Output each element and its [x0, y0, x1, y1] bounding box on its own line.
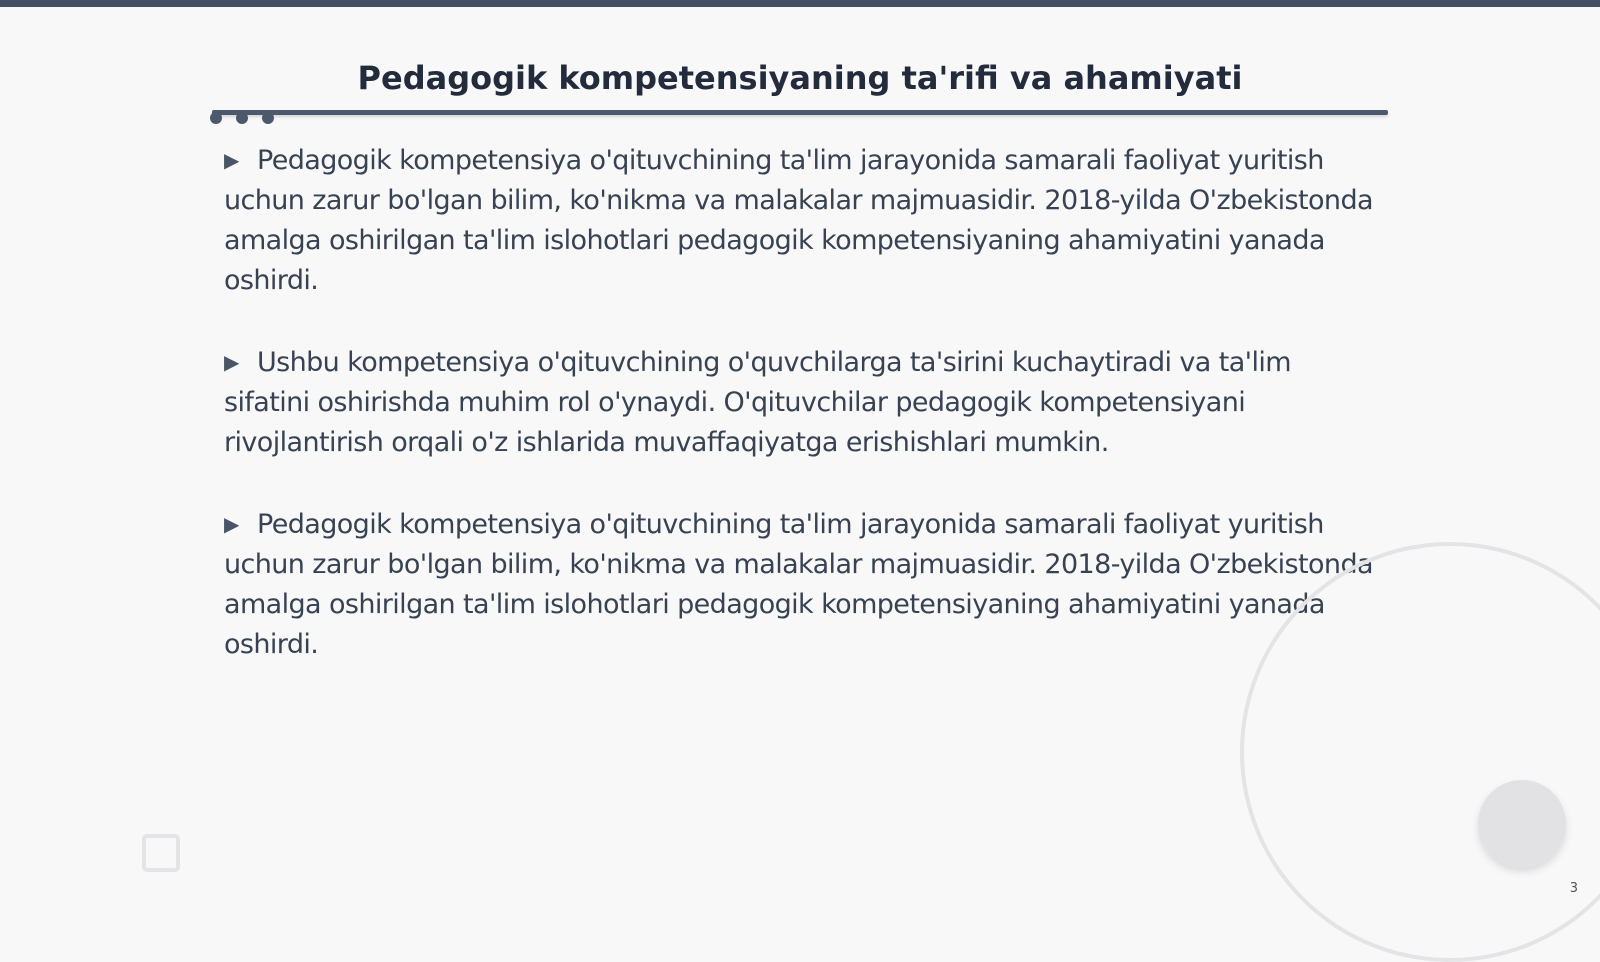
decorative-circle [1478, 780, 1566, 868]
top-accent-bar [0, 0, 1600, 7]
slide-title: Pedagogik kompetensiyaning ta'rifi va ahamiyati [357, 59, 1243, 97]
bullet-list [224, 140, 1374, 706]
bullet-text: Pedagogik kompetensiya o'qituvchining ta'lim jarayonida samarali faoliyat yuritish uchun zarur bo'lgan bilim, ko'nikma va malakalar majmuasidir. 2018-yilda O'zbekistonda amalga oshirilgan ta'lim islohotlari pedagogik kompetensiyaning ahamiyatini yanada oshirdi. [224, 145, 1373, 296]
play-arrow-icon: ▶ [224, 148, 239, 172]
bullet-item [224, 504, 1374, 665]
bullet-text: Ushbu kompetensiya o'qituvchining o'quvchilarga ta'sirini kuchaytiradi va ta'lim sifatini oshirishda muhim rol o'ynaydi. O'qituvchilar pedagogik kompetensiyani rivojlantirish orqali o'z ishlarida muvaffaqiyatga erishishlari mumkin. [224, 347, 1291, 458]
underline-dot [262, 112, 274, 124]
page-number: 3 [1569, 881, 1578, 896]
title-underline [212, 110, 1388, 115]
bullet-item [224, 140, 1374, 301]
decorative-square [142, 834, 180, 872]
bullet-item [224, 342, 1374, 463]
bullet-text: Pedagogik kompetensiya o'qituvchining ta'lim jarayonida samarali faoliyat yuritish uchun zarur bo'lgan bilim, ko'nikma va malakalar majmuasidir. 2018-yilda O'zbekistonda amalga oshirilgan ta'lim islohotlari pedagogik kompetensiyaning ahamiyatini yanada oshirdi. [224, 509, 1373, 660]
play-arrow-icon: ▶ [224, 350, 239, 374]
play-arrow-icon: ▶ [224, 512, 239, 536]
underline-dot [236, 112, 248, 124]
underline-dot [210, 112, 222, 124]
